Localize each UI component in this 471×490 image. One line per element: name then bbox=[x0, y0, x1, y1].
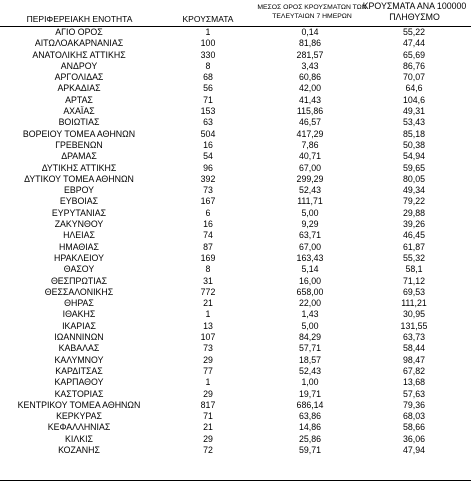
cases-cell: 72 bbox=[203, 444, 213, 455]
per100k-cell: 54,94 bbox=[402, 151, 425, 162]
table-row bbox=[0, 230, 471, 241]
table-row bbox=[0, 355, 471, 366]
cases-cell: 16 bbox=[203, 139, 213, 150]
avg7-cell: 3,43 bbox=[301, 60, 319, 71]
per100k-cell: 50,38 bbox=[402, 139, 425, 150]
region-cell: ΑΧΑΪΑΣ bbox=[63, 106, 95, 117]
cases-cell: 167 bbox=[200, 196, 216, 207]
per100k-cell: 30,95 bbox=[402, 309, 425, 320]
table-row bbox=[0, 242, 471, 253]
avg7-cell: 14,86 bbox=[298, 422, 321, 433]
avg7-cell: 417,29 bbox=[296, 128, 324, 139]
per100k-cell: 29,88 bbox=[402, 207, 425, 218]
per100k-cell: 58,66 bbox=[402, 422, 425, 433]
avg7-cell: 59,71 bbox=[298, 444, 321, 455]
avg7-cell: 16,00 bbox=[298, 275, 321, 286]
table-row bbox=[0, 151, 471, 162]
avg7-cell: 42,00 bbox=[298, 83, 321, 94]
avg7-cell: 84,29 bbox=[298, 332, 321, 343]
cases-cell: 504 bbox=[200, 128, 216, 139]
region-cell: ΔΡΑΜΑΣ bbox=[61, 151, 97, 162]
region-cell: ΘΕΣΠΡΩΤΙΑΣ bbox=[50, 275, 108, 286]
avg7-cell: 41,43 bbox=[298, 94, 321, 105]
avg7-cell: 0,14 bbox=[301, 27, 319, 37]
avg7-cell: 1,43 bbox=[301, 309, 319, 320]
table-body bbox=[0, 27, 471, 456]
cases-cell: 74 bbox=[203, 230, 213, 241]
avg7-cell: 60,86 bbox=[298, 72, 321, 83]
region-cell: ΘΑΣΟΥ bbox=[63, 264, 95, 275]
avg7-cell: 52,43 bbox=[298, 365, 321, 376]
region-cell: ΚΙΛΚΙΣ bbox=[65, 433, 93, 444]
per100k-cell: 57,63 bbox=[402, 388, 425, 399]
cases-cell: 21 bbox=[203, 422, 213, 433]
table-row bbox=[0, 276, 471, 287]
region-cell: ΘΗΡΑΣ bbox=[64, 298, 94, 309]
region-cell: ΚΑΡΠΑΘΟΥ bbox=[54, 377, 104, 388]
table-row bbox=[0, 95, 471, 106]
per100k-cell: 86,76 bbox=[402, 60, 425, 71]
cases-cell: 54 bbox=[203, 151, 213, 162]
per100k-cell: 79,36 bbox=[402, 399, 425, 410]
region-cell: ΗΜΑΘΙΑΣ bbox=[59, 241, 99, 252]
region-cell: ΕΒΡΟΥ bbox=[63, 185, 95, 196]
avg7-cell: 686,14 bbox=[296, 399, 324, 410]
table-row bbox=[0, 27, 471, 38]
per100k-cell: 80,05 bbox=[402, 173, 425, 184]
avg7-cell: 658,00 bbox=[296, 286, 324, 297]
table-row bbox=[0, 219, 471, 230]
cases-cell: 8 bbox=[205, 60, 211, 71]
region-cell: ΖΑΚΥΝΘΟΥ bbox=[54, 219, 104, 230]
region-cell: ΒΟΡΕΙΟΥ ΤΟΜΕΑ ΑΘΗΝΩΝ bbox=[22, 128, 136, 139]
region-cell: ΓΡΕΒΕΝΩΝ bbox=[55, 139, 103, 150]
per100k-cell: 36,06 bbox=[402, 433, 425, 444]
table-row bbox=[0, 400, 471, 411]
per100k-cell: 55,22 bbox=[402, 27, 425, 37]
per100k-cell: 67,82 bbox=[402, 365, 425, 376]
cases-cell: 6 bbox=[205, 207, 211, 218]
table-row bbox=[0, 434, 471, 445]
per100k-cell: 63,73 bbox=[402, 332, 425, 343]
table-row bbox=[0, 377, 471, 388]
region-cell: ΙΚΑΡΙΑΣ bbox=[62, 320, 96, 331]
region-cell: ΙΩΑΝΝΙΝΩΝ bbox=[54, 332, 104, 343]
region-cell: ΚΑΡΔΙΤΣΑΣ bbox=[55, 365, 103, 376]
cases-cell: 68 bbox=[203, 72, 213, 83]
cases-cell: 1 bbox=[205, 377, 211, 388]
region-cell: ΑΝΑΤΟΛΙΚΗΣ ΑΤΤΙΚΗΣ bbox=[32, 49, 126, 60]
per100k-cell: 61,87 bbox=[402, 241, 425, 252]
region-cell: ΑΓΙΟ ΟΡΟΣ bbox=[55, 27, 103, 37]
table-row bbox=[0, 411, 471, 422]
cases-cell: 63 bbox=[203, 117, 213, 128]
region-cell: ΚΕΦΑΛΛΗΝΙΑΣ bbox=[47, 422, 111, 433]
cases-cell: 71 bbox=[203, 94, 213, 105]
cases-cell: 153 bbox=[200, 106, 216, 117]
table-row bbox=[0, 422, 471, 433]
cases-cell: 16 bbox=[203, 219, 213, 230]
per100k-cell: 69,53 bbox=[402, 286, 425, 297]
cases-cell: 29 bbox=[203, 433, 213, 444]
per100k-cell: 59,65 bbox=[402, 162, 425, 173]
cases-cell: 31 bbox=[203, 275, 213, 286]
avg7-cell: 299,29 bbox=[296, 173, 324, 184]
table-row bbox=[0, 174, 471, 185]
region-cell: ΕΥΒΟΙΑΣ bbox=[59, 196, 99, 207]
avg7-cell: 52,43 bbox=[298, 185, 321, 196]
avg7-cell: 281,57 bbox=[296, 49, 324, 60]
region-cell: ΕΥΡΥΤΑΝΙΑΣ bbox=[51, 207, 107, 218]
table-row bbox=[0, 196, 471, 207]
avg7-cell: 25,86 bbox=[298, 433, 321, 444]
region-cell: ΚΑΒΑΛΑΣ bbox=[58, 343, 100, 354]
per100k-cell: 68,03 bbox=[402, 411, 425, 422]
region-cell: ΗΛΕΙΑΣ bbox=[63, 230, 95, 241]
region-cell: ΘΕΣΣΑΛΟΝΙΚΗΣ bbox=[44, 286, 114, 297]
region-cell: ΒΟΙΩΤΙΑΣ bbox=[58, 117, 100, 128]
per100k-cell: 39,26 bbox=[402, 219, 425, 230]
per100k-cell: 65,69 bbox=[402, 49, 425, 60]
region-cell: ΚΑΛΥΜΝΟΥ bbox=[54, 354, 104, 365]
per100k-cell: 55,32 bbox=[402, 252, 425, 263]
avg7-cell: 18,57 bbox=[298, 354, 321, 365]
per100k-cell: 111,21 bbox=[401, 298, 427, 309]
per100k-cell: 47,94 bbox=[402, 444, 425, 455]
per100k-cell: 71,12 bbox=[402, 275, 425, 286]
table-row bbox=[0, 117, 471, 128]
table-row bbox=[0, 50, 471, 61]
per100k-cell: 58,1 bbox=[405, 264, 423, 275]
header-per100k: ΚΡΟΥΣΜΑΤΑ ΑΝΑ 100000 ΠΛΗΘΥΣΜΟ bbox=[362, 1, 467, 22]
cases-cell: 29 bbox=[203, 354, 213, 365]
cases-cell: 87 bbox=[203, 241, 213, 252]
table-row bbox=[0, 309, 471, 320]
avg7-cell: 111,71 bbox=[297, 196, 323, 207]
table-row bbox=[0, 343, 471, 354]
avg7-cell: 57,71 bbox=[298, 343, 321, 354]
cases-cell: 100 bbox=[200, 38, 216, 49]
region-cell: ΑΙΤΩΛΟΑΚΑΡΝΑΝΙΑΣ bbox=[34, 38, 124, 49]
avg7-cell: 1,00 bbox=[301, 377, 319, 388]
table-row bbox=[0, 106, 471, 117]
cases-cell: 772 bbox=[200, 286, 216, 297]
cases-cell: 8 bbox=[205, 264, 211, 275]
header-cases: ΚΡΟΥΣΜΑΤΑ bbox=[182, 14, 234, 24]
avg7-cell: 7,86 bbox=[301, 139, 319, 150]
avg7-cell: 81,86 bbox=[298, 38, 321, 49]
table-row bbox=[0, 298, 471, 309]
per100k-cell: 46,45 bbox=[402, 230, 425, 241]
table-row bbox=[0, 321, 471, 332]
per100k-cell: 49,31 bbox=[402, 106, 425, 117]
avg7-cell: 163,43 bbox=[296, 252, 324, 263]
avg7-cell: 5,14 bbox=[301, 264, 319, 275]
table-row bbox=[0, 253, 471, 264]
cases-cell: 1 bbox=[205, 309, 211, 320]
per100k-cell: 85,18 bbox=[402, 128, 425, 139]
avg7-cell: 63,86 bbox=[298, 411, 321, 422]
per100k-cell: 58,44 bbox=[402, 343, 425, 354]
table-row bbox=[0, 38, 471, 49]
cases-cell: 13 bbox=[203, 320, 213, 331]
region-cell: ΑΡΓΟΛΙΔΑΣ bbox=[54, 72, 104, 83]
avg7-cell: 19,71 bbox=[298, 388, 321, 399]
avg7-cell: 115,86 bbox=[296, 106, 324, 117]
header-region: ΠΕΡΙΦΕΡΕΙΑΚΗ ΕΝΟΤΗΤΑ bbox=[26, 14, 133, 24]
avg7-cell: 67,00 bbox=[298, 241, 321, 252]
region-cell: ΚΕΝΤΡΙΚΟΥ ΤΟΜΕΑ ΑΘΗΝΩΝ bbox=[17, 399, 141, 410]
cases-cell: 1 bbox=[205, 27, 211, 37]
per100k-cell: 79,22 bbox=[402, 196, 425, 207]
table-row bbox=[0, 140, 471, 151]
per100k-cell: 131,55 bbox=[400, 320, 428, 331]
table-row bbox=[0, 83, 471, 94]
per100k-cell: 64,6 bbox=[405, 83, 423, 94]
cases-cell: 21 bbox=[203, 298, 213, 309]
cases-cell: 169 bbox=[200, 252, 216, 263]
cases-cell: 73 bbox=[203, 185, 213, 196]
cases-cell: 77 bbox=[203, 365, 213, 376]
avg7-cell: 5,00 bbox=[301, 320, 319, 331]
table-row bbox=[0, 366, 471, 377]
cases-cell: 73 bbox=[203, 343, 213, 354]
avg7-cell: 9,29 bbox=[301, 219, 319, 230]
region-cell: ΔΥΤΙΚΟΥ ΤΟΜΕΑ ΑΘΗΝΩΝ bbox=[24, 173, 134, 184]
cases-cell: 392 bbox=[200, 173, 216, 184]
avg7-cell: 63,71 bbox=[298, 230, 321, 241]
avg7-cell: 22,00 bbox=[298, 298, 321, 309]
per100k-cell: 98,47 bbox=[402, 354, 425, 365]
region-cell: ΔΥΤΙΚΗΣ ΑΤΤΙΚΗΣ bbox=[41, 162, 117, 173]
cases-cell: 71 bbox=[203, 411, 213, 422]
footer-divider bbox=[0, 480, 471, 481]
cases-cell: 96 bbox=[203, 162, 213, 173]
per100k-cell: 49,34 bbox=[402, 185, 425, 196]
per100k-cell: 53,43 bbox=[402, 117, 425, 128]
avg7-cell: 46,57 bbox=[298, 117, 321, 128]
table-row bbox=[0, 185, 471, 196]
avg7-cell: 67,00 bbox=[298, 162, 321, 173]
per100k-cell: 13,68 bbox=[402, 377, 425, 388]
table-row bbox=[0, 389, 471, 400]
region-cell: ΙΘΑΚΗΣ bbox=[62, 309, 96, 320]
cases-cell: 29 bbox=[203, 388, 213, 399]
region-cell: ΑΡΤΑΣ bbox=[65, 94, 93, 105]
table-row bbox=[0, 287, 471, 298]
avg7-cell: 5,00 bbox=[301, 207, 319, 218]
table-row bbox=[0, 163, 471, 174]
cases-cell: 107 bbox=[200, 332, 216, 343]
region-cell: ΚΟΖΑΝΗΣ bbox=[58, 444, 100, 455]
table-row bbox=[0, 61, 471, 72]
region-cell: ΚΕΡΚΥΡΑΣ bbox=[56, 411, 102, 422]
per100k-cell: 70,07 bbox=[402, 72, 425, 83]
region-cell: ΑΡΚΑΔΙΑΣ bbox=[57, 83, 101, 94]
per100k-cell: 47,44 bbox=[402, 38, 425, 49]
table-header bbox=[0, 0, 471, 26]
table-row bbox=[0, 445, 471, 456]
per100k-cell: 104,6 bbox=[402, 94, 425, 105]
region-cell: ΗΡΑΚΛΕΙΟΥ bbox=[54, 252, 104, 263]
table-row bbox=[0, 72, 471, 83]
region-cell: ΑΝΔΡΟΥ bbox=[60, 60, 98, 71]
table-row bbox=[0, 332, 471, 343]
cases-cell: 56 bbox=[203, 83, 213, 94]
avg7-cell: 40,71 bbox=[298, 151, 321, 162]
header-avg7: ΜΕΣΟΣ ΟΡΟΣ ΚΡΟΥΣΜΑΤΩΝ ΤΩΝ ΤΕΛΕΥΤΑΙΩΝ 7 ΗΜΕΡΩΝ bbox=[257, 4, 367, 20]
table-row bbox=[0, 264, 471, 275]
region-cell: ΚΑΣΤΟΡΙΑΣ bbox=[54, 388, 104, 399]
cases-cell: 817 bbox=[200, 399, 216, 410]
table-row bbox=[0, 129, 471, 140]
cases-cell: 330 bbox=[200, 49, 216, 60]
table-row bbox=[0, 208, 471, 219]
